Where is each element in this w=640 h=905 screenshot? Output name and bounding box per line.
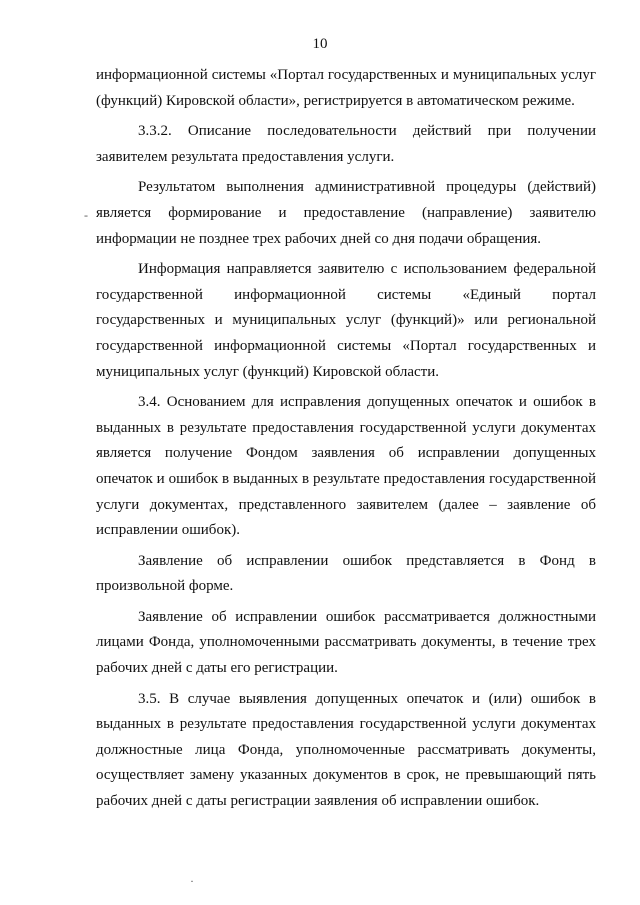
document-body [96,63,596,820]
paragraph-1: информационной системы «Портал государственных и муниципальных услуг (функций) Кировской области», регистрируется в автоматическом режиме. [96,67,596,109]
paragraph-7: Заявление об исправлении ошибок рассматривается должностными лицами Фонда, уполномоченными рассматривать документы, в течение трех рабочих дней с даты его регистрации. [96,608,596,677]
paragraph-6: Заявление об исправлении ошибок представляется в Фонд в произвольной форме. [96,552,596,595]
paragraph-3: Результатом выполнения административной процедуры (действий) является формирование и предоставление (направление) заявителю информации не позднее трех рабочих дней со дня подачи обращения. [96,179,596,247]
paragraph-5: 3.4. Основанием для исправления допущенных опечаток и ошибок в выданных в результате предоставления государственной услуги документах является получение Фондом заявления об исправлении допущенных опечаток и ошибок в выданных в результате предоставления государственной услуги документах, представленного заявителем (далее – заявление об исправлении ошибок). [96,394,596,539]
scan-dot-mark: · [190,874,194,888]
paragraph-8: 3.5. В случае выявления допущенных опечаток и (или) ошибок в выданных в результате предоставления государственной услуги документах должностные лица Фонда, уполномоченные рассматривать документы, осуществляет замену указанных документов в срок, не превышающий пять рабочих дней с даты регистрации заявления об исправлении ошибок. [96,690,596,810]
paragraph-4: Информация направляется заявителю с использованием федеральной государственной информационной системы «Единый портал государственных и муниципальных услуг (функций)» или региональной государственной информационной системы «Портал государственных и муниципальных услуг (функций) Кировской области. [96,261,596,380]
margin-dash-mark: - [84,208,88,222]
page-number: 10 [312,36,328,52]
paragraph-2: 3.3.2. Описание последовательности действий при получении заявителем результата предоставления услуги. [96,123,596,165]
